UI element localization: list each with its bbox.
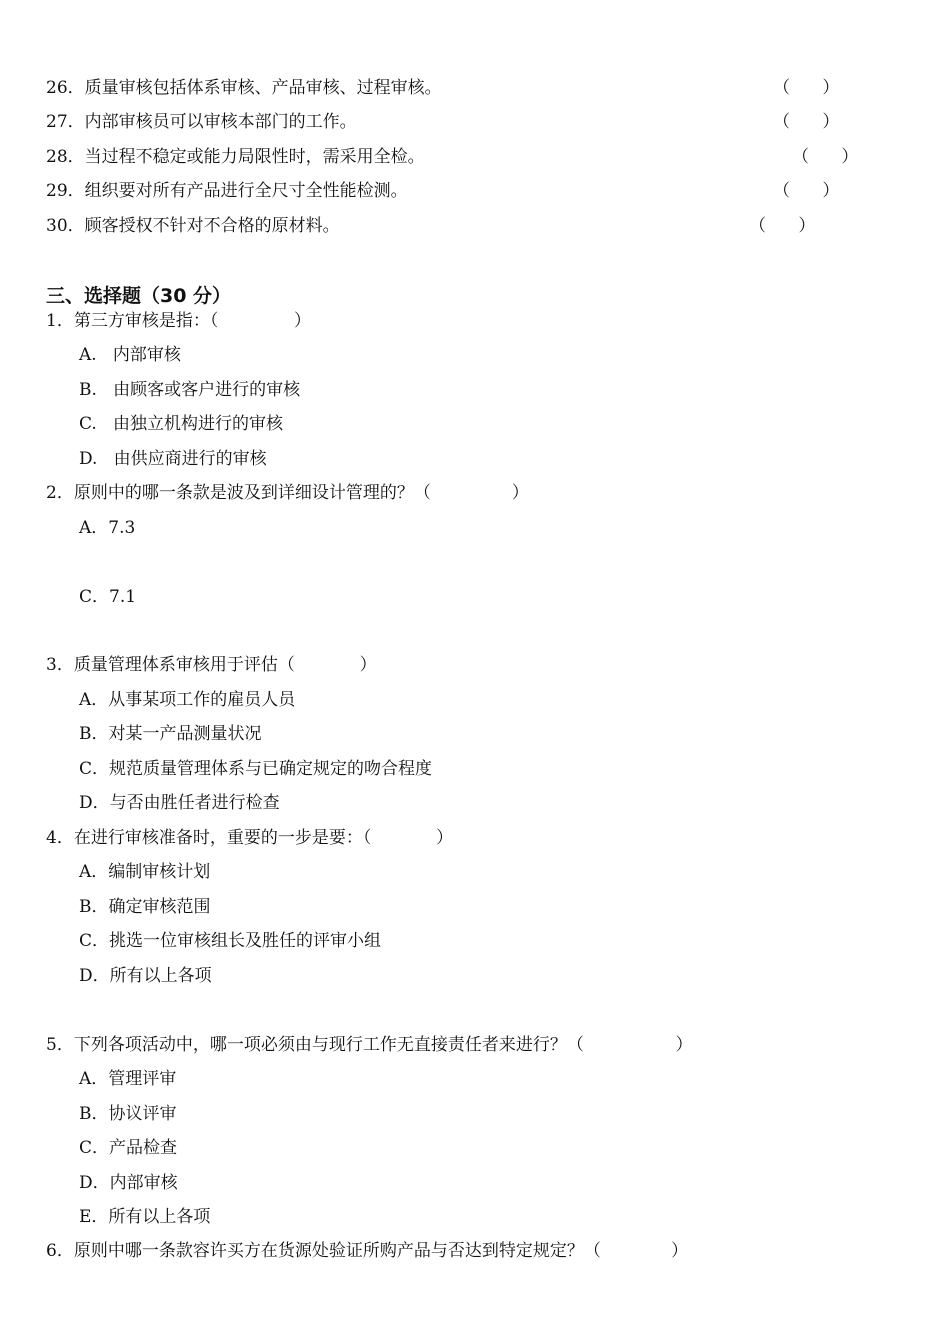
q4-option-d: D．所有以上各项	[79, 966, 212, 986]
question-5: 5．下列各项活动中，哪一项必须由与现行工作无直接责任者来进行？（ ）	[46, 1035, 693, 1055]
answer-blank-26[interactable]: （ ）	[773, 78, 840, 98]
q1-option-b: B. 由顾客或客户进行的审核	[79, 380, 301, 400]
q5-option-e: E．所有以上各项	[79, 1207, 211, 1227]
q1-option-c: C. 由独立机构进行的审核	[79, 414, 284, 434]
q5-option-d: D．内部审核	[79, 1173, 178, 1193]
q4-option-b: B．确定审核范围	[79, 897, 211, 917]
tf-item-26: 26．质量审核包括体系审核、产品审核、过程审核。	[46, 78, 442, 98]
answer-blank-27[interactable]: （ ）	[773, 112, 840, 132]
tf-item-29: 29．组织要对所有产品进行全尺寸全性能检测。	[46, 181, 408, 201]
tf-item-30: 30．顾客授权不针对不合格的原材料。	[46, 216, 340, 236]
question-6: 6．原则中哪一条款容许买方在货源处验证所购产品与否达到特定规定？（ ）	[46, 1241, 689, 1261]
q3-option-b: B．对某一产品测量状况	[79, 724, 262, 744]
question-4: 4．在进行审核准备时，重要的一步是要：（ ）	[46, 828, 454, 848]
q5-option-c: C．产品检查	[79, 1138, 178, 1158]
q4-option-a: A．编制审核计划	[79, 862, 211, 882]
answer-blank-28[interactable]: （ ）	[792, 147, 859, 167]
question-3: 3．质量管理体系审核用于评估（ ）	[46, 655, 377, 675]
question-2: 2．原则中的哪一条款是波及到详细设计管理的？（ ）	[46, 483, 529, 503]
q1-option-d: D. 由供应商进行的审核	[79, 449, 267, 469]
q5-option-a: A．管理评审	[79, 1069, 177, 1089]
q2-option-c: C．7.1	[79, 587, 137, 607]
q5-option-b: B．协议评审	[79, 1104, 177, 1124]
q3-option-a: A．从事某项工作的雇员人员	[79, 690, 296, 710]
q2-option-a: A．7.3	[79, 518, 136, 538]
answer-blank-30[interactable]: （ ）	[749, 216, 816, 236]
tf-item-27: 27．内部审核员可以审核本部门的工作。	[46, 112, 357, 132]
answer-blank-29[interactable]: （ ）	[773, 181, 840, 201]
q1-option-a: A. 内部审核	[79, 345, 181, 365]
question-1: 1．第三方审核是指：（ ）	[46, 311, 311, 331]
q4-option-c: C．挑选一位审核组长及胜任的评审小组	[79, 931, 382, 951]
q3-option-c: C．规范质量管理体系与已确定规定的吻合程度	[79, 759, 433, 779]
q3-option-d: D．与否由胜任者进行检查	[79, 793, 280, 813]
section-heading: 三、选择题（30 分）	[46, 285, 232, 307]
tf-item-28: 28．当过程不稳定或能力局限性时，需采用全检。	[46, 147, 425, 167]
